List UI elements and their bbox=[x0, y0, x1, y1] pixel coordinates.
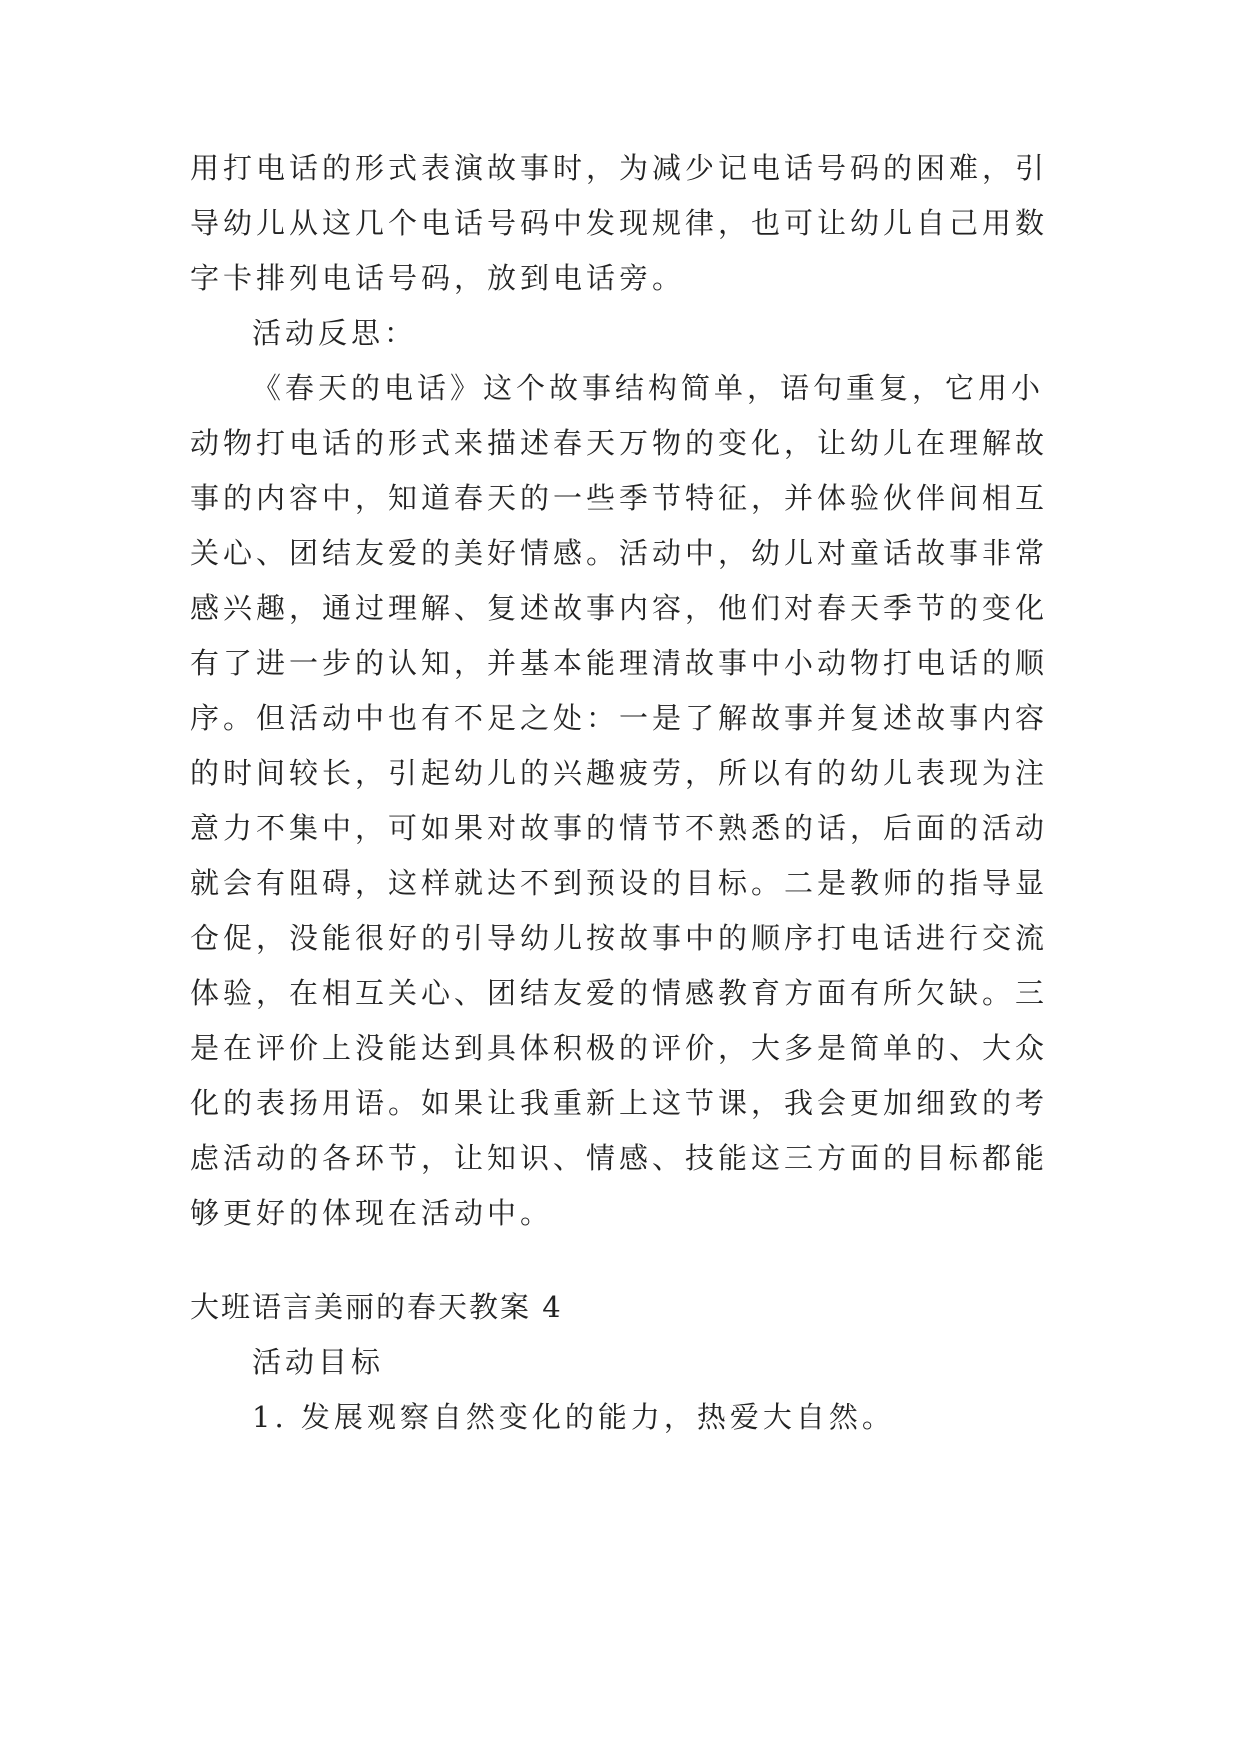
paragraph-line: 的时间较长，引起幼儿的兴趣疲劳，所以有的幼儿表现为注 bbox=[190, 756, 1049, 790]
paragraph-line: 序。但活动中也有不足之处：一是了解故事并复述故事内容 bbox=[190, 701, 1049, 735]
goals-heading: 活动目标 bbox=[252, 1345, 385, 1379]
paragraph-line: 字卡排列电话号码，放到电话旁。 bbox=[190, 261, 686, 295]
paragraph-line: 有了进一步的认知，并基本能理清故事中小动物打电话的顺 bbox=[190, 646, 1049, 680]
paragraph-line: 体验，在相互关心、团结友爱的情感教育方面有所欠缺。三 bbox=[190, 976, 1049, 1010]
paragraph-line: 动物打电话的形式来描述春天万物的变化，让幼儿在理解故 bbox=[190, 426, 1049, 460]
paragraph-line: 就会有阻碍，这样就达不到预设的目标。二是教师的指导显 bbox=[190, 866, 1049, 900]
paragraph-line: 意力不集中，可如果对故事的情节不熟悉的话，后面的活动 bbox=[190, 811, 1049, 845]
paragraph-line: 《春天的电话》这个故事结构简单，语句重复，它用小 bbox=[252, 371, 1045, 405]
paragraph-line: 是在评价上没能达到具体积极的评价，大多是简单的、大众 bbox=[190, 1031, 1049, 1065]
paragraph-line: 够更好的体现在活动中。 bbox=[190, 1196, 554, 1230]
paragraph-line: 化的表扬用语。如果让我重新上这节课，我会更加细致的考 bbox=[190, 1086, 1049, 1120]
paragraph-line: 用打电话的形式表演故事时，为减少记电话号码的困难，引 bbox=[190, 151, 1049, 185]
paragraph-line: 事的内容中，知道春天的一些季节特征，并体验伙伴间相互 bbox=[190, 481, 1049, 515]
paragraph-line: 导幼儿从这几个电话号码中发现规律，也可让幼儿自己用数 bbox=[190, 206, 1049, 240]
section-title: 大班语言美丽的春天教案 4 bbox=[190, 1290, 563, 1324]
paragraph-line: 关心、团结友爱的美好情感。活动中，幼儿对童话故事非常 bbox=[190, 536, 1049, 570]
paragraph-line: 虑活动的各环节，让知识、情感、技能这三方面的目标都能 bbox=[190, 1141, 1049, 1175]
paragraph-line: 仓促，没能很好的引导幼儿按故事中的顺序打电话进行交流 bbox=[190, 921, 1049, 955]
reflection-heading: 活动反思： bbox=[252, 316, 418, 350]
paragraph-line: 感兴趣，通过理解、复述故事内容，他们对春天季节的变化 bbox=[190, 591, 1049, 625]
goal-item: 1. 发展观察自然变化的能力，热爱大自然。 bbox=[252, 1400, 895, 1434]
